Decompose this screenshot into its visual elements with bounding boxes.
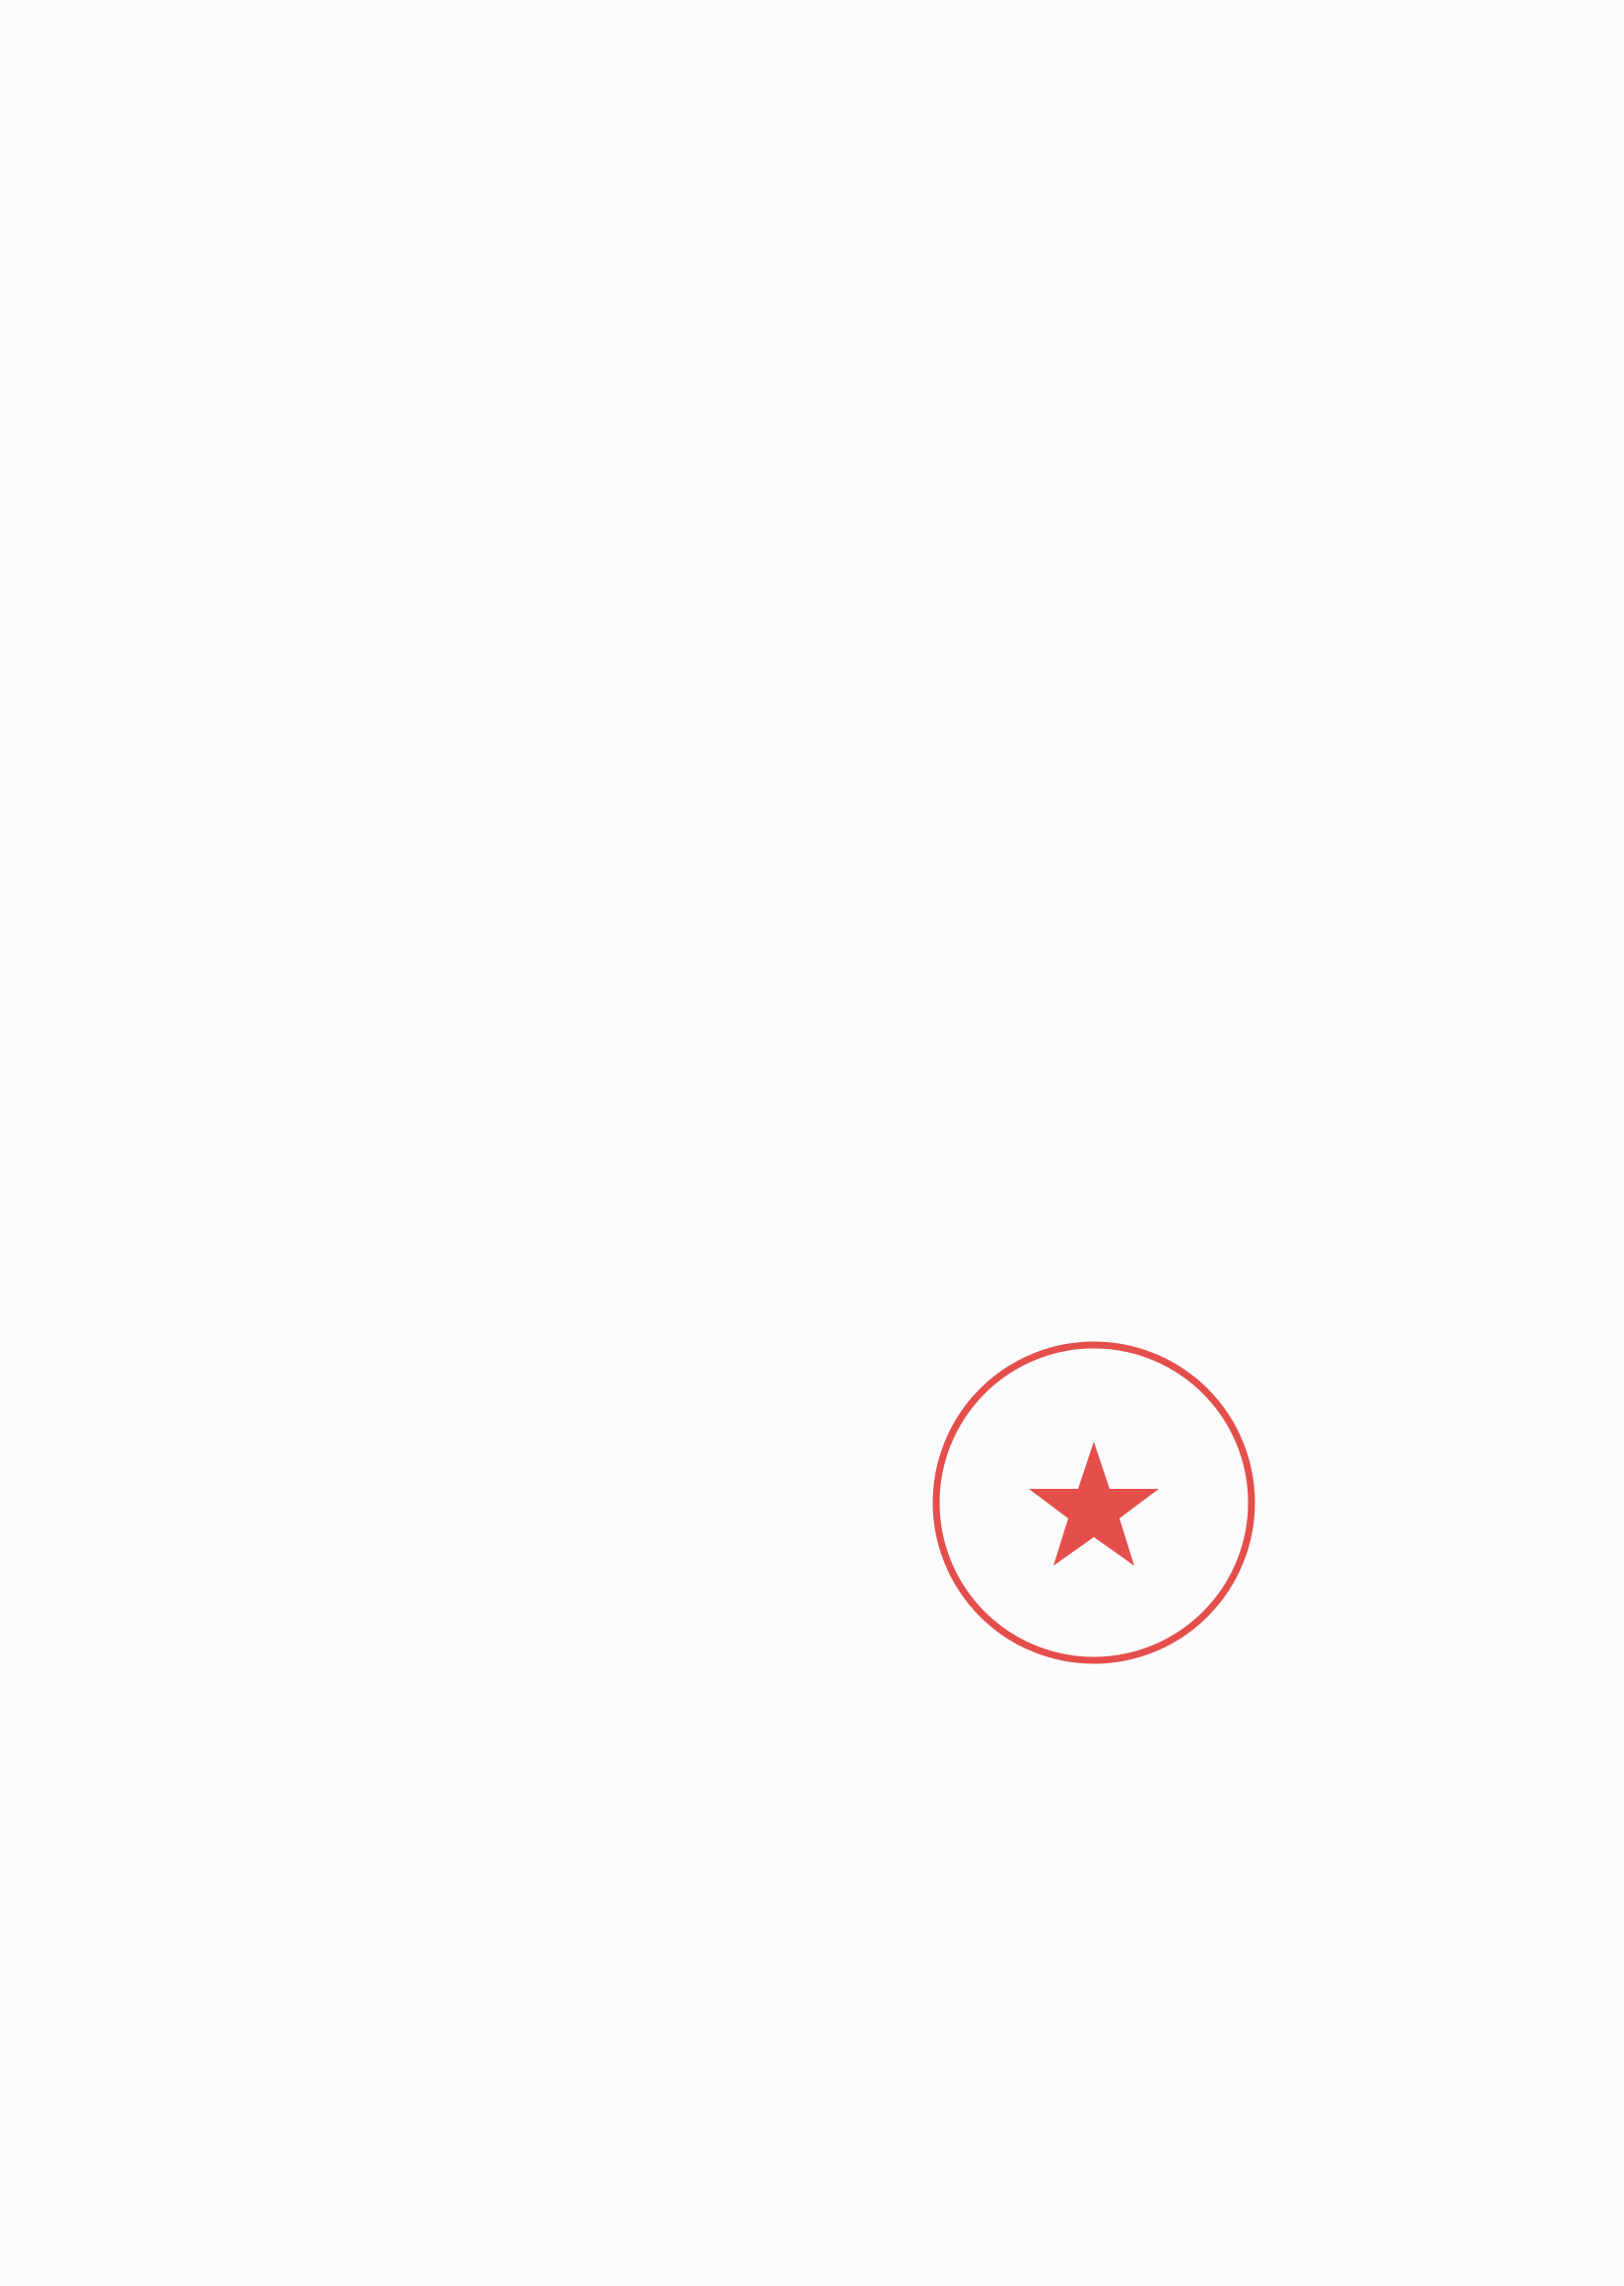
official-seal-icon bbox=[926, 1335, 1261, 1670]
